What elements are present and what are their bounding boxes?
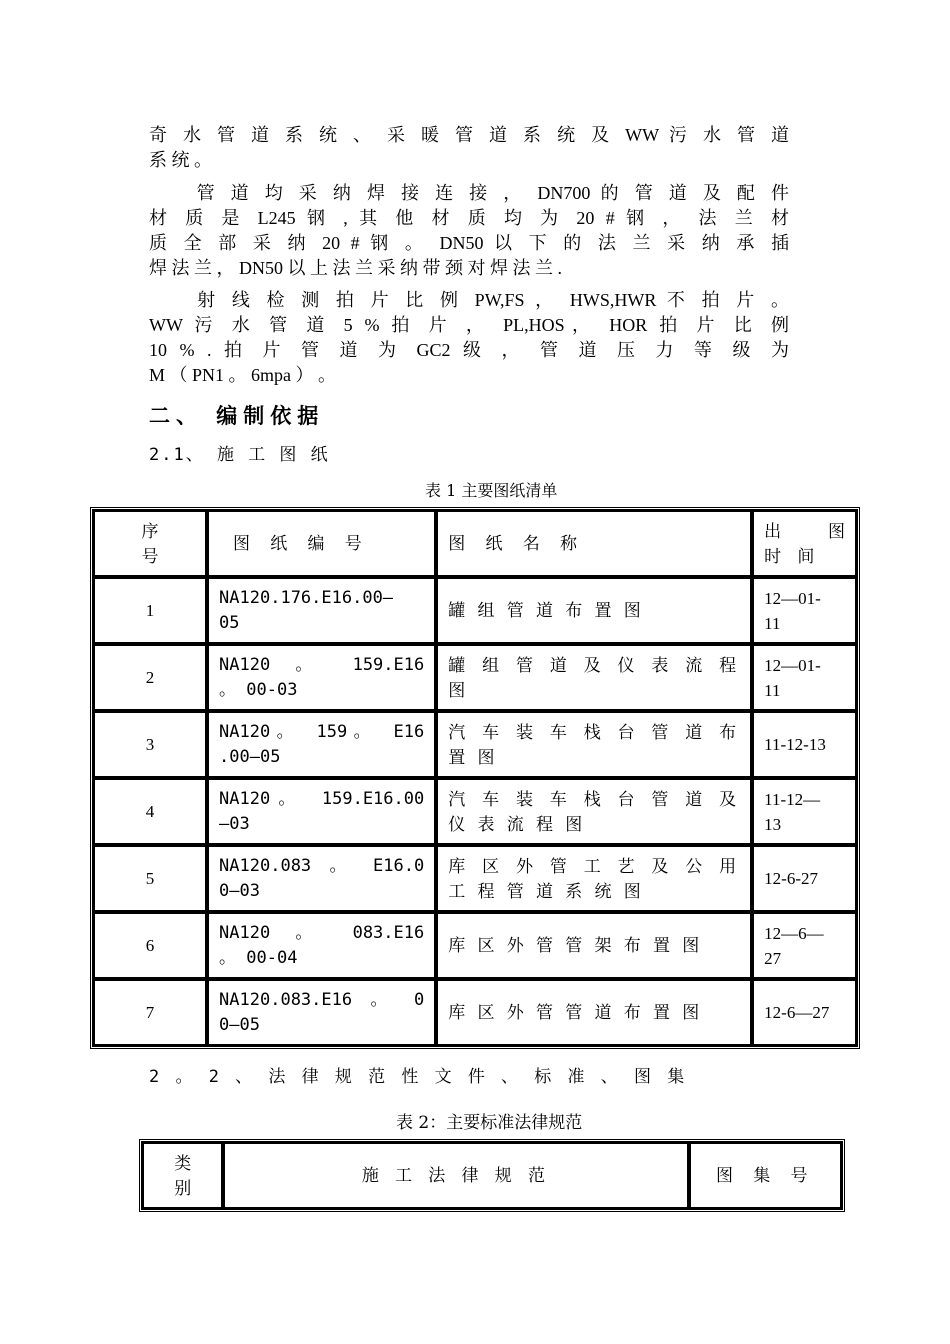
paragraph-line: 管 道 均 采 纳 焊 接 连 接 ， DN700 的 管 道 及 配 件 <box>149 183 789 203</box>
table2-caption: 表 2：主要标准法律规范 <box>396 1113 583 1133</box>
row-date: 12-6-27 <box>752 845 857 912</box>
table-row <box>93 778 857 845</box>
paragraph-line: 系 统 。 <box>149 150 212 170</box>
row-code: NA120。 159。 E16 .00—05 <box>207 711 436 778</box>
subsection-2-2: 2 。 2 、 法 律 规 范 性 文 件 、 标 准 、 图 集 <box>149 1067 688 1087</box>
paragraph-line: 奇 水 管 道 系 统 、 采 暖 管 道 系 统 及 WW 污 水 管 道 <box>149 125 789 145</box>
row-no: 1 <box>93 577 207 644</box>
paragraph-3 <box>149 288 789 388</box>
paragraph-line: 质 全 部 采 纳 20 # 钢 。 DN50 以 下 的 法 兰 采 纳 承 插 <box>149 233 789 253</box>
header-spec: 施 工 法 律 规 范 <box>223 1142 689 1209</box>
row-no: 3 <box>93 711 207 778</box>
paragraph-line: 10 % . 拍 片 管 道 为 GC2 级 ， 管 道 压 力 等 级 为 <box>149 340 789 360</box>
row-name: 库 区 外 管 工 艺 及 公 用 工 程 管 道 系 统 图 <box>436 845 752 912</box>
header-type: 类 别 <box>142 1142 223 1209</box>
drawing-list-table <box>90 507 860 1049</box>
row-date: 11-12— 13 <box>752 778 857 845</box>
header-name: 图 纸 名 称 <box>436 510 752 577</box>
row-date: 11-12-13 <box>752 711 857 778</box>
table-row <box>93 577 857 644</box>
paragraph-line: 材 质 是 L245 钢 , 其 他 材 质 均 为 20 # 钢 ， 法 兰 材 <box>149 208 789 228</box>
row-no: 6 <box>93 912 207 979</box>
row-date: 12—6— 27 <box>752 912 857 979</box>
section-heading: 二、 编制依据 <box>149 404 325 428</box>
row-code: NA120。 159.E16.00 —03 <box>207 778 436 845</box>
table1-caption: 表 1 主要图纸清单 <box>425 481 558 500</box>
row-name: 罐 组 管 道 布 置 图 <box>436 577 752 644</box>
row-code: NA120.176.E16.00— 05 <box>207 577 436 644</box>
table-row <box>93 711 857 778</box>
header-atlas: 图 集 号 <box>689 1142 842 1209</box>
row-date: 12—01- 11 <box>752 577 857 644</box>
row-name: 汽 车 装 车 栈 台 管 道 布 置 图 <box>436 711 752 778</box>
header-code: 图 纸 编 号 <box>207 510 436 577</box>
row-name: 罐 组 管 道 及 仪 表 流 程 图 <box>436 644 752 711</box>
table-row <box>93 912 857 979</box>
row-date: 12-6—27 <box>752 979 857 1046</box>
row-no: 5 <box>93 845 207 912</box>
paragraph-line: 焊 法 兰 ， DN50 以 上 法 兰 采 纳 带 颈 对 焊 法 兰 . <box>149 258 562 278</box>
table-header-row <box>93 510 857 577</box>
row-no: 7 <box>93 979 207 1046</box>
paragraph-1 <box>149 123 789 173</box>
row-no: 4 <box>93 778 207 845</box>
row-name: 库 区 外 管 管 架 布 置 图 <box>436 912 752 979</box>
header-date: 出 图 时 间 <box>752 510 857 577</box>
row-no: 2 <box>93 644 207 711</box>
paragraph-line: 射 线 检 测 拍 片 比 例 PW,FS ， HWS,HWR 不 拍 片 。 <box>149 290 789 310</box>
paragraph-line: M （ PN1 。 6mpa ） 。 <box>149 365 337 385</box>
row-name: 库 区 外 管 管 道 布 置 图 <box>436 979 752 1046</box>
row-code: NA120.083.E16 。 0 0—05 <box>207 979 436 1046</box>
standards-table <box>139 1139 845 1212</box>
table-header-row <box>142 1142 842 1209</box>
header-no: 序 号 <box>93 510 207 577</box>
paragraph-line: WW 污 水 管 道 5 % 拍 片 ， PL,HOS， HOR 拍 片 比 例 <box>149 315 789 335</box>
paragraph-2 <box>149 181 789 281</box>
subsection-2-1: 2.1、 施 工 图 纸 <box>149 445 330 465</box>
row-code: NA120 。 159.E16 。 00-03 <box>207 644 436 711</box>
row-date: 12—01- 11 <box>752 644 857 711</box>
row-code: NA120.083 。 E16.0 0—03 <box>207 845 436 912</box>
table-row <box>93 845 857 912</box>
table-row <box>93 979 857 1046</box>
table-row <box>93 644 857 711</box>
row-name: 汽 车 装 车 栈 台 管 道 及 仪 表 流 程 图 <box>436 778 752 845</box>
row-code: NA120 。 083.E16 。 00-04 <box>207 912 436 979</box>
